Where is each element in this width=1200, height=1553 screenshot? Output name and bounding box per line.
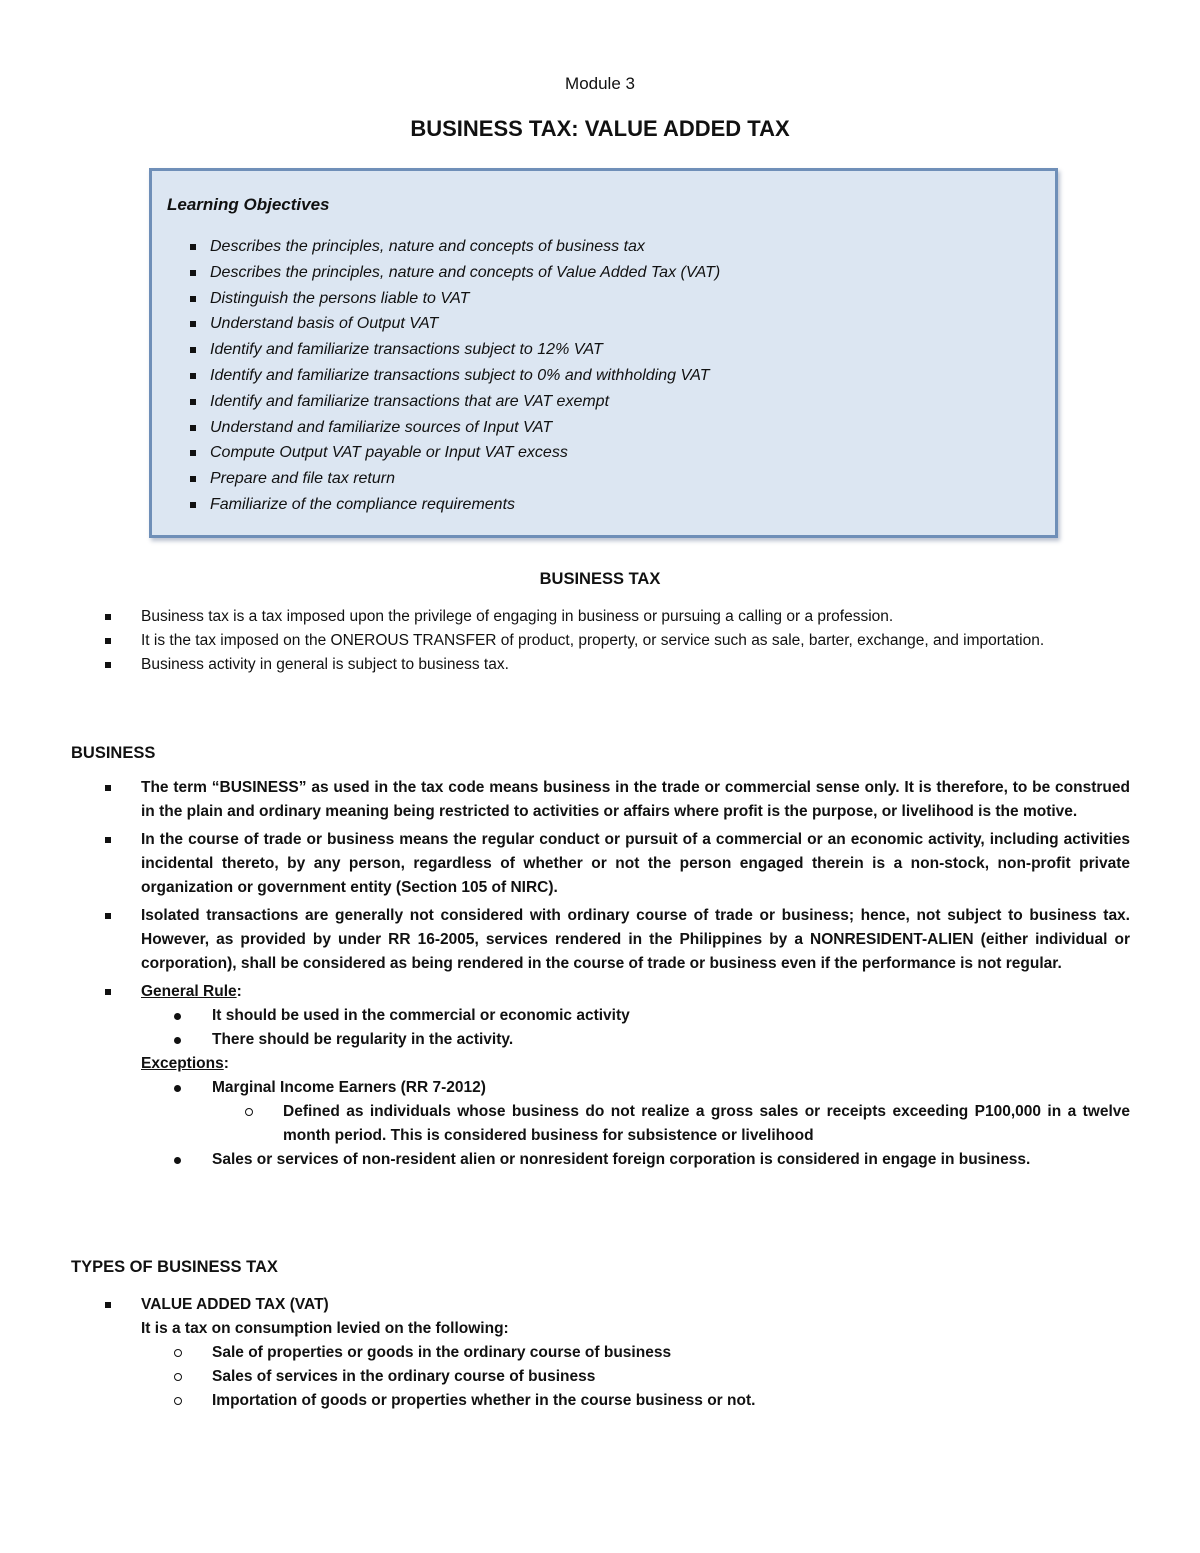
list-item: Marginal Income Earners (RR 7-2012) Defined as individuals whose business do not realize a gross sales or receipts exceeding P100,000 in a twelve month period. This is considered business for subsistence or livelihood: [141, 1076, 1130, 1148]
list-item: Familiarize of the compliance requirements: [190, 492, 720, 518]
round-bullet-icon: [174, 1085, 181, 1092]
round-bullet-icon: [174, 1037, 181, 1044]
list-item: In the course of trade or business means the regular conduct or pursuit of a commercial or an economic activity, including activities incidental thereto, by any person, regardless of whether or not the person engaged therein is a non-stock, non-profit private organization or government entity (Section 105 of NIRC).: [100, 828, 1130, 900]
square-bullet-icon: [105, 614, 111, 620]
square-bullet-icon: [105, 989, 111, 995]
square-bullet-icon: [190, 270, 196, 276]
types-list: [100, 1293, 1130, 1413]
square-bullet-icon: [190, 425, 196, 431]
hollow-bullet-icon: [174, 1373, 182, 1381]
learning-objectives-title: Learning Objectives: [167, 195, 330, 214]
general-rule-label: General Rule: [141, 983, 237, 1000]
square-bullet-icon: [105, 837, 111, 843]
square-bullet-icon: [105, 1302, 111, 1308]
vat-description: It is a tax on consumption levied on the following:: [141, 1320, 509, 1337]
vat-label: VALUE ADDED TAX (VAT): [141, 1296, 329, 1313]
page-title: BUSINESS TAX: VALUE ADDED TAX: [410, 116, 790, 141]
list-item: Compute Output VAT payable or Input VAT excess: [190, 440, 720, 466]
list-item: Describes the principles, nature and concepts of Value Added Tax (VAT): [190, 260, 720, 286]
list-item: Prepare and file tax return: [190, 466, 720, 492]
business-heading: BUSINESS: [71, 744, 156, 762]
business-tax-heading: BUSINESS TAX: [539, 570, 661, 588]
round-bullet-icon: [174, 1013, 181, 1020]
vat-list: [100, 1341, 1130, 1413]
list-item: Isolated transactions are generally not considered with ordinary course of trade or business; hence, not subject to business tax. However, as provided by under RR 16-2005, services rendered in the Philippines by a NONRESIDENT-ALIEN (either individual or corporation), shall be considered as being rendered in the course of trade or business even if the performance is not regular.: [100, 904, 1130, 976]
square-bullet-icon: [105, 913, 111, 919]
list-item: Identify and familiarize transactions subject to 12% VAT: [190, 337, 720, 363]
list-item: Defined as individuals whose business do not realize a gross sales or receipts exceeding P100,000 in a twelve month period. This is considered business for subsistence or livelihood: [212, 1100, 1130, 1148]
list-item: Distinguish the persons liable to VAT: [190, 286, 720, 312]
exceptions-label: Exceptions:: [141, 1055, 229, 1072]
list-item: It should be used in the commercial or economic activity: [141, 1004, 1130, 1028]
exceptions-sublist: [212, 1100, 1130, 1148]
hollow-bullet-icon: [245, 1108, 253, 1116]
square-bullet-icon: [190, 502, 196, 508]
square-bullet-icon: [190, 373, 196, 379]
hollow-bullet-icon: [174, 1397, 182, 1405]
square-bullet-icon: [105, 662, 111, 668]
square-bullet-icon: [105, 638, 111, 644]
list-item: Describes the principles, nature and concepts of business tax: [190, 234, 720, 260]
list-item: There should be regularity in the activity.: [141, 1028, 1130, 1052]
round-bullet-icon: [174, 1157, 181, 1164]
square-bullet-icon: [190, 244, 196, 250]
square-bullet-icon: [190, 399, 196, 405]
general-rule-list: [141, 1004, 1130, 1052]
list-item: Sales or services of non-resident alien or nonresident foreign corporation is considered in engage in business.: [141, 1148, 1130, 1172]
square-bullet-icon: [190, 347, 196, 353]
square-bullet-icon: [190, 296, 196, 302]
list-item: Identify and familiarize transactions that are VAT exempt: [190, 389, 720, 415]
list-item: Understand basis of Output VAT: [190, 311, 720, 337]
square-bullet-icon: [190, 450, 196, 456]
square-bullet-icon: [105, 785, 111, 791]
module-label: Module 3: [565, 74, 635, 93]
list-item: Sales of services in the ordinary course of business: [100, 1365, 1130, 1389]
learning-objectives-list: [190, 234, 720, 518]
square-bullet-icon: [190, 476, 196, 482]
general-rule-item: General Rule: It should be used in the commercial or economic activity There should be regularity in the activity. Exceptions: Marginal Income Earners (RR 7-2012) Defined as individuals whose business do not realize a gross sales or receipts exceeding P100,000 in a twelve month period. This is considered business for subsistence or livelihood Sales or services of non-resident alien or nonresident foreign corporation is considered in engage in business.: [100, 980, 1130, 1172]
list-item: Understand and familiarize sources of Input VAT: [190, 415, 720, 441]
list-item: Importation of goods or properties whether in the course business or not.: [100, 1389, 1130, 1413]
learning-objectives-box: [149, 168, 1058, 538]
list-item: Business activity in general is subject to business tax.: [100, 653, 1130, 677]
list-item: It is the tax imposed on the ONEROUS TRANSFER of product, property, or service such as sale, barter, exchange, and importation.: [100, 629, 1130, 653]
business-tax-list: [100, 605, 1130, 677]
square-bullet-icon: [190, 321, 196, 327]
list-item: Sale of properties or goods in the ordinary course of business: [100, 1341, 1130, 1365]
vat-item: [100, 1293, 1130, 1413]
list-item: Identify and familiarize transactions subject to 0% and withholding VAT: [190, 363, 720, 389]
list-item: Business tax is a tax imposed upon the privilege of engaging in business or pursuing a calling or a profession.: [100, 605, 1130, 629]
exceptions-list: [141, 1076, 1130, 1172]
business-list: [100, 776, 1130, 1172]
types-heading: TYPES OF BUSINESS TAX: [71, 1258, 278, 1276]
list-item: The term “BUSINESS” as used in the tax code means business in the trade or commercial sense only. It is therefore, to be construed in the plain and ordinary meaning being restricted to activities or affairs where profit is the purpose, or livelihood is the motive.: [100, 776, 1130, 824]
hollow-bullet-icon: [174, 1349, 182, 1357]
